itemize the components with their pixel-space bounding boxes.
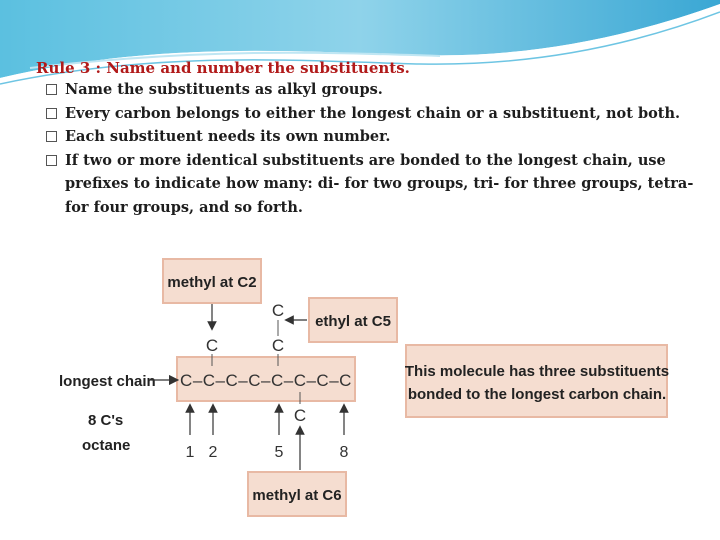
bullet-text: Each substituent needs its own number.	[65, 128, 391, 145]
checkbox-icon	[46, 108, 57, 119]
position-number: 1	[185, 444, 195, 461]
c5-ethyl-carbon-top: C	[271, 301, 285, 320]
methyl-c6-label: methyl at C6	[252, 487, 342, 504]
ethyl-c5-label: ethyl at C5	[315, 313, 391, 330]
bullet-text: Every carbon belongs to either the longest chain or a substituent, not both.	[65, 104, 681, 122]
bullet-item	[46, 78, 696, 102]
c5-ethyl-carbon: C	[271, 336, 285, 355]
slide-title: Rule 3 : Name and number the substituents.	[36, 59, 410, 77]
position-number: 5	[274, 444, 284, 461]
position-number: 2	[208, 444, 218, 461]
note-line-1: This molecule has three substituents	[404, 363, 670, 380]
bullet-text: If two or more identical substituents are bonded to the longest chain, use prefixes to indicate how many: di- for two groups, tri- for three groups, tetra- for four groups, and so forth.	[65, 151, 694, 216]
note-line-2: bonded to the longest carbon chain.	[407, 386, 667, 403]
longest-chain-label: longest chain	[59, 373, 156, 390]
bullet-list	[46, 78, 696, 219]
c2-methyl-carbon: C	[205, 336, 219, 355]
position-number: 8	[339, 444, 349, 461]
bullet-item	[46, 125, 696, 149]
checkbox-icon	[46, 131, 57, 142]
chain-name: octane	[82, 437, 131, 454]
bullet-text: Name the substituents as alkyl groups.	[65, 81, 383, 98]
note-box	[404, 345, 670, 417]
checkbox-icon	[46, 155, 57, 166]
bullet-item	[46, 149, 696, 220]
molecule-diagram	[0, 250, 720, 540]
carbon-chain: C–C–C–C–C–C–C–C	[180, 371, 352, 390]
methyl-c2-label: methyl at C2	[167, 274, 257, 291]
c6-methyl-carbon: C	[293, 406, 307, 425]
checkbox-icon	[46, 84, 57, 95]
bullet-item	[46, 102, 696, 126]
carbon-count: 8 C's	[88, 412, 124, 429]
